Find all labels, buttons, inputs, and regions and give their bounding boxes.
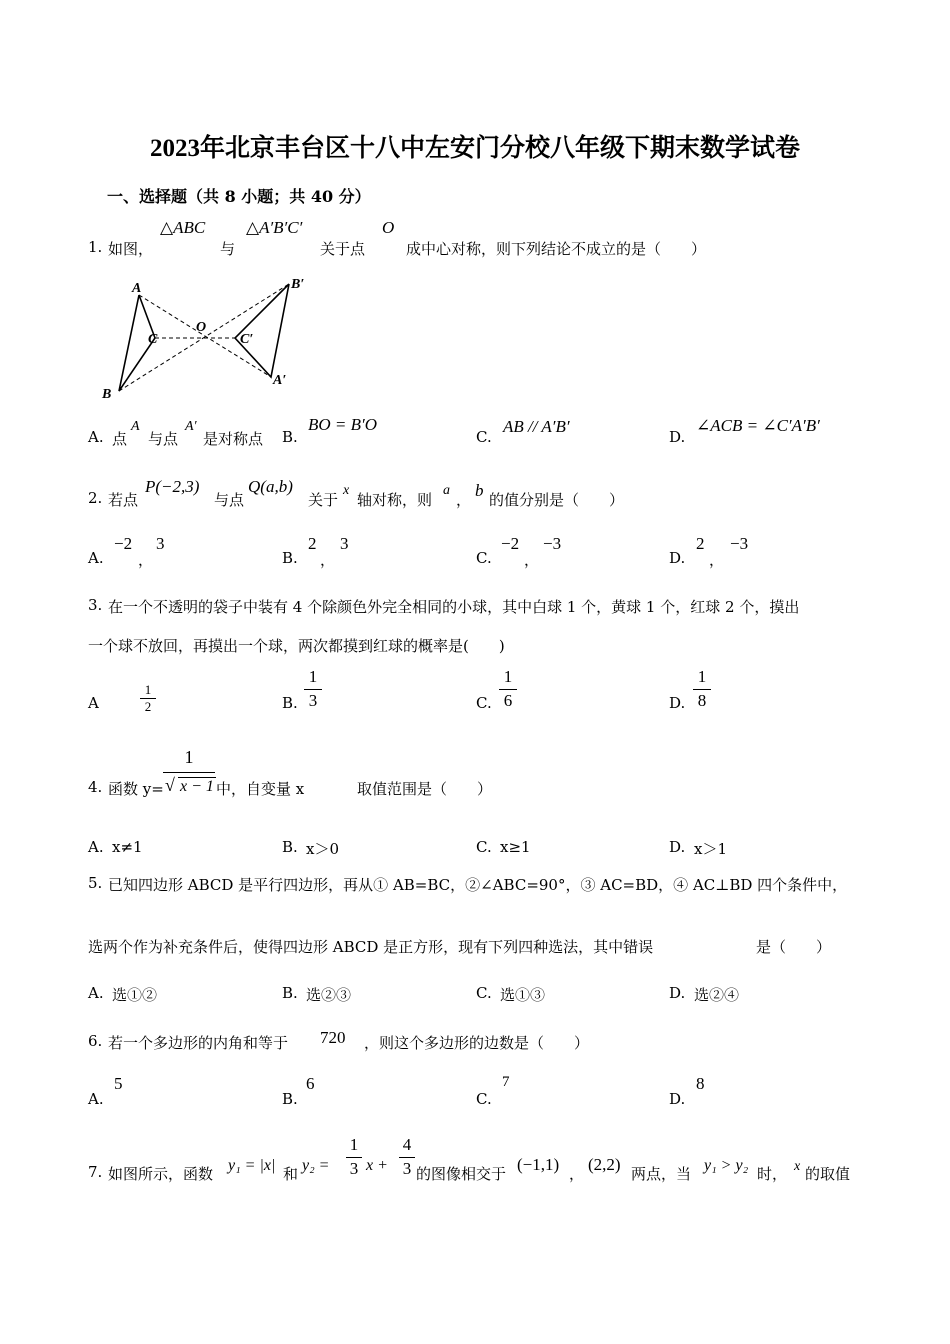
q4-option-a-text: x≠1 [112,838,143,856]
q3-line-1: 在一个不透明的袋子中装有 4 个除颜色外完全相同的小球，其中白球 1 个，黄球 1 个，红球 2 个，摸出 [108,598,800,616]
q6-option-a-label: A. [88,1090,104,1108]
q7-text-and: 和 [283,1165,299,1183]
q3-option-a-num: 1 [144,682,152,697]
q5-option-c-label: C. [476,984,492,1002]
q2-text-4: 轴对称，则 [357,491,433,509]
q1-option-a-t3: 是对称点 [203,430,264,448]
q4-option-c-label: C. [476,838,492,856]
q3-option-d-fraction [693,668,711,710]
q5-number: 5. [88,874,103,892]
label-o: O [196,320,207,335]
q2-option-b-label: B. [282,549,298,567]
q3-option-c-num: 1 [503,667,513,686]
q2-point-p: P(−2,3) [145,477,200,496]
q1-option-c-label: C. [476,428,492,446]
q5-option-c-text: 选①③ [500,986,546,1004]
q1-text-and: 与 [220,240,236,258]
q3-option-a-fraction [140,683,156,715]
q6-number: 6. [88,1032,103,1050]
q1-option-a-m1: A [131,419,140,434]
q5-option-b-label: B. [282,984,298,1002]
q7-y1-expression: y₁ = |x| [228,1157,276,1174]
q6-option-d-value: 8 [696,1074,705,1093]
q2-point-q: Q(a,b) [248,477,293,496]
q1-figure [95,270,325,405]
label-b: B [102,387,112,402]
q7-y2-label: y₂ = [302,1157,330,1174]
q5-option-d-label: D. [669,984,686,1002]
q3-option-b-fraction [304,668,322,710]
q1-text-post: 成中心对称，则下列结论不成立的是（ ） [406,240,707,258]
q6-option-d-label: D. [669,1090,686,1108]
q1-option-d-label: D. [669,428,686,446]
q2-math-b: b [475,481,484,500]
q4-option-d-label: D. [669,838,686,856]
q2-math-a: a [443,483,450,498]
q2-option-b-v2: 3 [340,534,349,553]
q1-number: 1. [88,238,103,256]
q6-option-c-value: 7 [502,1074,510,1090]
q5-line-1: 已知四边形 ABCD 是平行四边形，再从① AB=BC，②∠ABC=90°，③ AC=BD，④ AC⊥BD 四个条件中， [108,876,848,894]
q5-option-a-text: 选①② [112,986,158,1004]
q4-option-a-label: A. [88,838,104,856]
q6-option-c-label: C. [476,1090,492,1108]
q2-text-5: 的值分别是（ ） [489,491,625,509]
q1-option-a-label: A. [88,428,104,446]
q1-option-a-m2: A′ [185,419,197,434]
q1-math-o: O [382,218,395,237]
q2-text-3: 关于 [308,491,339,509]
q2-option-c-sep: ， [524,551,540,569]
q2-option-c-v2: −3 [543,534,562,553]
q4-option-d-text: x＞1 [694,840,728,858]
q4-text-1: 函数 y= [108,780,164,798]
q3-option-c-fraction [499,668,517,710]
q3-option-b-den: 3 [308,690,318,710]
q7-text-3: 的图像相交于 [416,1165,507,1183]
q2-option-a-v1: −2 [114,534,133,553]
q7-fraction-1 [346,1136,362,1178]
q7-text-comma: ， [569,1165,585,1183]
q2-option-a-v2: 3 [156,534,165,553]
q3-option-c-label: C. [476,694,492,712]
q6-option-b-value: 6 [306,1074,315,1093]
q5-option-b-text: 选②③ [306,986,352,1004]
q7-f2-den: 3 [402,1158,412,1178]
q4-fraction-numerator: 1 [184,747,194,767]
q6-option-a-value: 5 [114,1074,123,1093]
q3-option-d-den: 8 [697,690,707,710]
q1-text-pre: 如图， [108,240,154,258]
q7-fraction-2 [399,1136,415,1178]
q2-text-2: 与点 [214,491,245,509]
q4-radical-sign: √ [165,775,175,795]
q7-f1-den: 3 [349,1158,359,1178]
q2-option-d-v1: 2 [696,534,705,553]
q3-number: 3. [88,596,103,614]
q7-text-4: 两点，当 [631,1165,692,1183]
q7-text-5: 时， [757,1165,788,1183]
q7-x-plus: x + [366,1157,388,1174]
q4-option-c-text: x≥1 [500,838,531,856]
triangle-a1b1c1 [235,284,289,377]
q4-text-3: 取值范围是（ ） [357,780,493,798]
page-title: 2023年北京丰台区十八中左安门分校八年级下期末数学试卷 [149,135,800,162]
q4-option-b-text: x＞0 [306,840,340,858]
q1-option-b-label: B. [282,428,298,446]
q1-text-about: 关于点 [320,240,366,258]
q1-option-a-t2: 与点 [148,430,179,448]
q3-option-b-num: 1 [308,667,318,686]
q6-math-720: 720 [320,1028,346,1047]
q2-option-c-label: C. [476,549,492,567]
q4-option-b-label: B. [282,838,298,856]
label-b1: B′ [291,277,305,292]
q3-option-c-den: 6 [503,690,513,710]
q2-number: 2. [88,489,103,507]
label-a: A [132,281,142,296]
q7-point-1: (−1,1) [517,1155,560,1174]
q1-option-c-math: AB // A′B′ [503,417,570,436]
q4-number: 4. [88,778,103,796]
q5-option-a-label: A. [88,984,104,1002]
q1-math-a1b1c1: △A′B′C′ [246,218,303,237]
q5-option-d-text: 选②④ [694,986,740,1004]
q5-line-2a: 选两个作为补充条件后，使得四边形 ABCD 是正方形，现有下列四种选法，其中错误 [88,938,654,956]
q2-option-d-label: D. [669,549,686,567]
q2-option-c-v1: −2 [501,534,520,553]
q2-option-a-label: A. [88,549,104,567]
q7-number: 7. [88,1163,103,1181]
q2-text-comma: ， [456,491,472,509]
q7-math-x: x [794,1159,801,1174]
q1-math-abc: △ABC [160,218,206,237]
q4-fraction-bar [163,772,215,773]
section-heading: 一、选择题（共 8 小题；共 40 分） [107,187,371,206]
q1-option-b-math: BO = B′O [308,415,378,434]
q3-option-d-label: D. [669,694,686,712]
q1-option-a-t1: 点 [112,430,128,448]
q7-f1-num: 1 [349,1135,359,1154]
q7-text-1: 如图所示，函数 [108,1165,214,1183]
q3-option-b-label: B. [282,694,298,712]
q6-option-b-label: B. [282,1090,298,1108]
q2-math-x: x [343,483,350,498]
q2-option-b-v1: 2 [308,534,317,553]
q5-line-2b: 是（ ） [756,938,832,956]
q7-f2-num: 4 [402,1135,412,1154]
q7-text-6: 的取值 [805,1165,851,1183]
label-c: C [148,332,158,347]
q2-option-d-sep: ， [709,551,725,569]
q2-text-1: 若点 [108,491,139,509]
q1-option-d-math: ∠ACB = ∠C′A′B′ [696,416,820,435]
q3-option-d-num: 1 [697,667,707,686]
q7-point-2: (2,2) [588,1155,621,1174]
q6-text-1: 若一个多边形的内角和等于 [108,1034,289,1052]
q2-option-d-v2: −3 [730,534,749,553]
label-a1: A′ [273,373,287,388]
q3-option-a-label: A [88,694,99,712]
q2-option-a-sep: ， [138,551,154,569]
q6-text-2: ，则这个多边形的边数是（ ） [364,1034,590,1052]
q4-text-2: 中，自变量 x [216,780,305,798]
q3-option-a-den: 2 [144,699,152,715]
q2-option-b-sep: ， [320,551,336,569]
q3-line-2: 一个球不放回，再摸出一个球，两次都摸到红球的概率是( ) [88,637,505,655]
q7-condition: y₁ > y₂ [704,1157,749,1174]
q4-radicand: x − 1 [180,778,214,795]
label-c1: C′ [240,332,254,347]
